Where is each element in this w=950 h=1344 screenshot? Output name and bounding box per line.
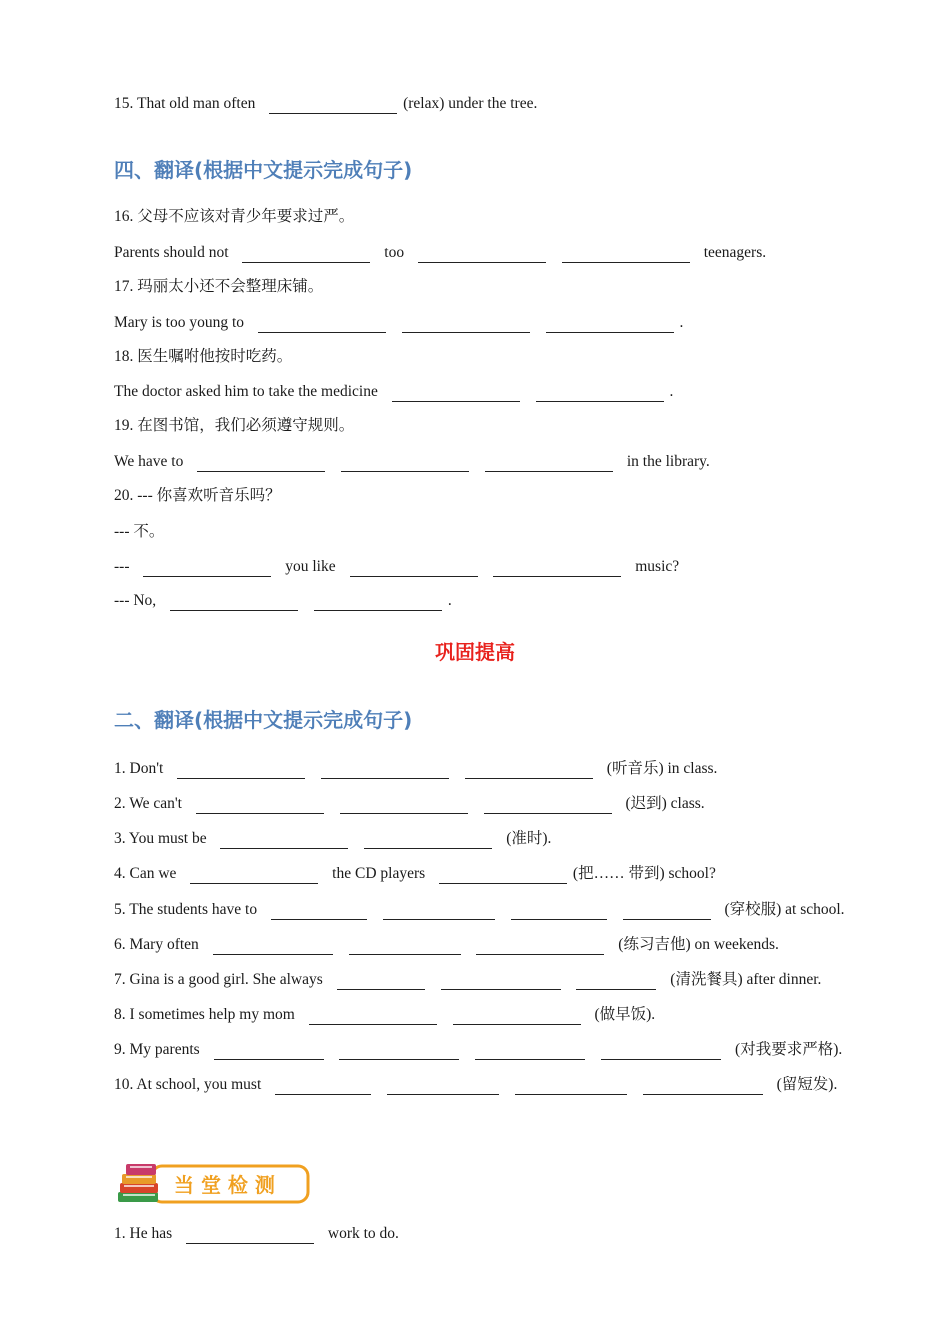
answer-blank[interactable] [213,939,333,955]
answer-blank[interactable] [439,868,567,884]
answer-blank[interactable] [402,317,530,333]
badge-text: 当 堂 检 测 [174,1173,275,1197]
answer-blank[interactable] [197,456,325,472]
answer-blank[interactable] [340,798,468,814]
practice-10: 10. At school, you must (留短发). [114,1076,838,1093]
answer-blank[interactable] [220,833,348,849]
answer-blank[interactable] [321,763,449,779]
answer-blank[interactable] [576,974,656,990]
question-19: We have to in the library. [114,453,710,470]
practice-8: 8. I sometimes help my mom (做早饭). [114,1006,656,1023]
answer-blank[interactable] [643,1079,763,1095]
answer-blank[interactable] [536,386,664,402]
question-16-chinese: 16. 父母不应该对青少年要求过严。 [114,208,355,225]
question-18-chinese: 18. 医生嘱咐他按时吃药。 [114,348,293,365]
answer-blank[interactable] [484,798,612,814]
question-15: 15. That old man often (relax) under the tree. [114,95,538,112]
answer-blank[interactable] [418,247,546,263]
practice-6: 6. Mary often (练习吉他) on weekends. [114,936,779,953]
class-test-badge [114,1158,312,1210]
answer-blank[interactable] [441,974,561,990]
answer-blank[interactable] [275,1079,371,1095]
answer-blank[interactable] [485,456,613,472]
answer-blank[interactable] [350,561,478,577]
answer-blank[interactable] [271,904,367,920]
answer-blank[interactable] [623,904,711,920]
answer-blank[interactable] [562,247,690,263]
question-20-chinese-reply: --- 不。 [114,523,165,540]
answer-blank[interactable] [476,939,604,955]
answer-blank[interactable] [177,763,305,779]
practice-7: 7. Gina is a good girl. She always (清洗餐具) after dinner. [114,971,822,988]
question-20-line1: --- you like music? [114,558,680,575]
answer-blank[interactable] [258,317,386,333]
question-17: Mary is too young to . [114,314,684,331]
answer-blank[interactable] [493,561,621,577]
practice-5: 5. The students have to (穿校服) at school. [114,901,845,918]
answer-blank[interactable] [341,456,469,472]
answer-blank[interactable] [269,98,397,114]
answer-blank[interactable] [339,1044,459,1060]
answer-blank[interactable] [314,595,442,611]
answer-blank[interactable] [242,247,370,263]
answer-blank[interactable] [387,1079,499,1095]
answer-blank[interactable] [196,798,324,814]
question-20-chinese: 20. --- 你喜欢听音乐吗？ [114,487,281,504]
answer-blank[interactable] [186,1228,314,1244]
answer-blank[interactable] [515,1079,627,1095]
section-heading-translate-4: 四、翻译(根据中文提示完成句子) [114,158,413,182]
answer-blank[interactable] [143,561,271,577]
practice-1: 1. Don't (听音乐) in class. [114,760,718,777]
answer-blank[interactable] [465,763,593,779]
practice-4: 4. Can we the CD players (把…… 带到) school? [114,865,716,882]
books-icon [118,1164,158,1202]
question-17-chinese: 17. 玛丽太小还不会整理床铺。 [114,278,324,295]
answer-blank[interactable] [364,833,492,849]
answer-blank[interactable] [349,939,461,955]
answer-blank[interactable] [383,904,495,920]
answer-blank[interactable] [392,386,520,402]
consolidate-title: 巩固提高 [435,640,515,664]
answer-blank[interactable] [601,1044,721,1060]
test-question-1: 1. He has work to do. [114,1225,399,1242]
answer-blank[interactable] [546,317,674,333]
practice-2: 2. We can't (迟到) class. [114,795,705,812]
answer-blank[interactable] [190,868,318,884]
answer-blank[interactable] [475,1044,585,1060]
answer-blank[interactable] [214,1044,324,1060]
answer-blank[interactable] [337,974,425,990]
answer-blank[interactable] [170,595,298,611]
answer-blank[interactable] [309,1009,437,1025]
answer-blank[interactable] [453,1009,581,1025]
practice-9: 9. My parents (对我要求严格). [114,1041,843,1058]
answer-blank[interactable] [511,904,607,920]
question-18: The doctor asked him to take the medicine . [114,383,674,400]
question-19-chinese: 19. 在图书馆，我们必须遵守规则。 [114,417,355,434]
question-16: Parents should not too teenagers. [114,244,767,261]
section-heading-translate-2: 二、翻译(根据中文提示完成句子) [114,708,413,732]
question-20-line2: --- No, . [114,592,452,609]
practice-3: 3. You must be (准时). [114,830,552,847]
